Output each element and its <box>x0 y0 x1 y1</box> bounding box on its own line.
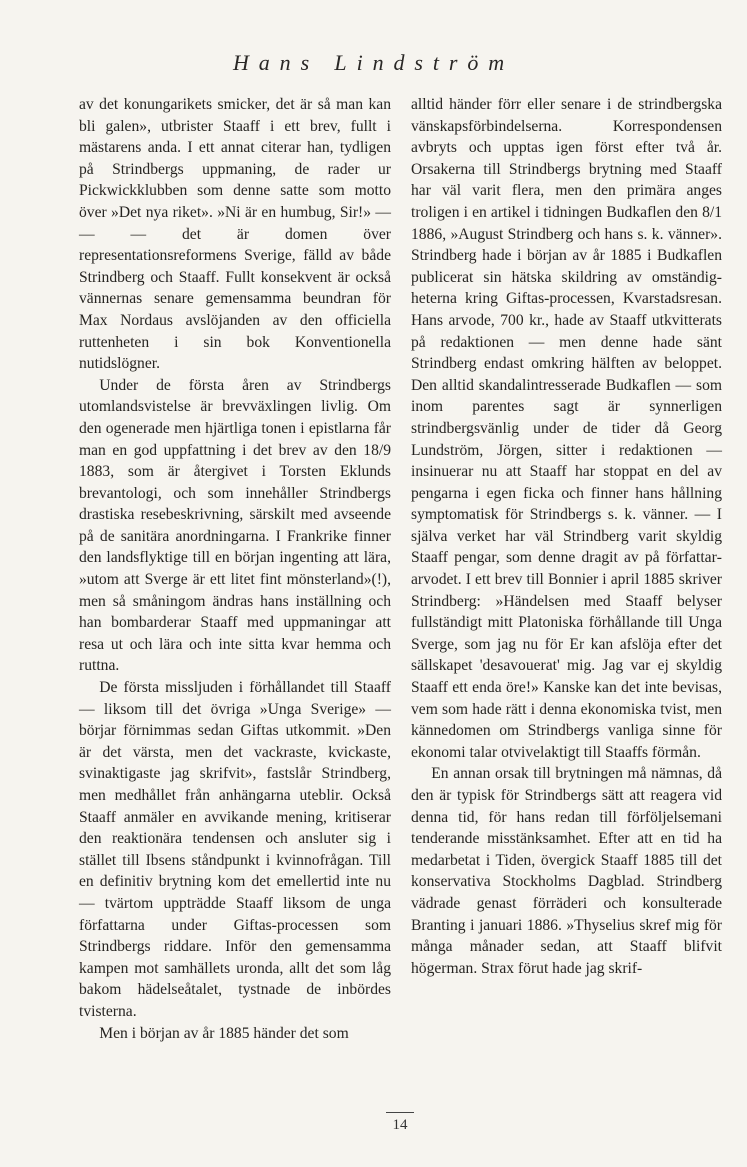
left-column <box>79 94 391 1044</box>
paragraph: alltid händer förr eller senare i de strindbergska vänskapsförbindelserna. Korrespondensen avbryts och upptas igen först efter två år. Orsakerna till Strindbergs brytning med Staaff har väl varit flera, men den primära anges troligen i en artikel i tidningen Budkaflen den 8/1 1886, »August Strindberg och hans s. k. vänner». Strindberg hade i början av år 1885 i Budkaflen publicerat sin hätska skildring av omständigheterna kring Giftas-processen, Kvarstadsresan. Hans arvode, 700 kr., hade av Staaff utkvitterats på redaktionen — men denne hade sänt Strindberg endast omkring hälften av beloppet. Den alltid skandalintresserade Budkaflen — som inom parentes sagt är synnerligen strindbergsvänlig under de tider då Georg Lundström, Jörgen, sitter i redaktionen — insinuerar nu att Staaff har stoppat en del av pengarna i egen ficka och finner hans hållning symptomatisk för Strindbergs s. k. vänner. — I själva verket har väl Strindberg varit skyldig Staaff pengar, som denne dragit av på författararvodet. I ett brev till Bonnier i april 1885 skriver Strindberg: »Händelsen med Staaff belyser fullständigt mitt Platoniska förhållande till Unga Sverge, som jag nu för Er kan afslöja efter det sällskapet 'desavouerat' mig. Jag var ej skyldig Staaff ett enda öre!» Kanske kan det inte bevisas, vem som hade rätt i denna ekonomiska tvist, men kännedomen om Strindbergs vanliga sinne för ekonomi talar otvivelaktigt till Staaffs förmån. <box>411 96 722 761</box>
paragraph: En annan orsak till brytningen må nämnas, då den är typisk för Strindbergs sätt att reagera vid denna tid, för hans redan till förföljelsemani tenderande misstänksamhet. Efter att en tid ha medarbetat i Tiden, övergick Staaff 1885 till det konservativa Stockholms Dagblad. Strindberg vädrade genast förräderi och konsulterade Branting i januari 1886. »Thyselius skref mig för många månader sedan, att Staaff blifvit högerman. Strax förut hade jag skrif- <box>411 765 722 977</box>
paragraph: Under de första åren av Strindbergs utomlandsvistelse är brevväxlingen livlig. Om den ogenerade men hjärtliga tonen i epistlarna får man en god uppfattning i det brev av den 18/9 1883, som är återgivet i Torsten Eklunds brevantologi, och som innehåller Strindbergs drastiska resebeskrivning, särskilt med avseende på de sanitära anordningarna. I Frankrike finner den landsflyktige till en början ingenting att lära, »utom att Sverge är ett litet fint mönsterland»(!), men så småningom ändras hans inställning och han bombarderar Staaff med uppmaningar att resa ut och lära och inte sitta kvar hemma och ruttna. <box>79 376 391 675</box>
right-column <box>411 94 722 979</box>
page-number: 14 <box>392 1117 408 1133</box>
paragraph: Men i början av år 1885 händer det som <box>99 1024 349 1042</box>
running-header: Hans Lindström <box>232 50 515 75</box>
paragraph: av det konungarikets smicker, det är så man kan bli galen», utbrister Staaff i ett brev, fullt i mästarens anda. I ett annat citerar han, tydligen på Strindbergs uppmaning, de rader ur Pickwickklubben som denne satte som motto över »Det nya riket». »Ni är en humbug, Sir!» — — — det är domen över representationsreformens Sverige, fälld av både Strindberg och Staaff. Fullt konsekvent är också vännernas senare gemensamma beundran för Max Nordaus avslöjanden av den officiella ruttenheten i sin bok Konventionella nutidslögner. <box>79 96 391 373</box>
paragraph: De första missljuden i förhållandet till Staaff — liksom till det övriga »Unga Sverige» — börjar förnimmas sedan Giftas utkommit. »Den är det värsta, men det vackraste, kvickaste, svinaktigaste jag skrifvit», fastslår Strindberg, men medhållet från anhängarna uteblir. Också Staaff anmäler en avvikande mening, kritiserar den reaktionära tendensen och ansluter sig i stället till Ibsens ståndpunkt i kvinnofrågan. Till en definitiv brytning kom det emellertid inte nu — tvärtom uppträdde Staaff liksom de unga författarna under Giftas-processen som Strindbergs riddare. Inför den gemensamma kampen mot samhällets uronda, allt det som låg bakom hädelseåtalet, tystnade de inbördes tvisterna. <box>79 679 391 1020</box>
footer-rule <box>386 1112 414 1113</box>
